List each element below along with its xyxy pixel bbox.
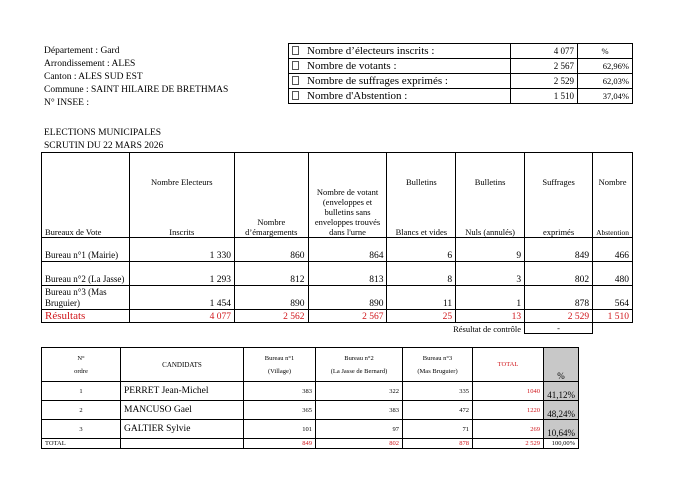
election-title: ELECTIONS MUNICIPALES (44, 128, 162, 138)
election-title-block (44, 127, 163, 153)
table-row: Bureau n°2 (La Jasse) 1 293 812 813 8 3 802 480 (42, 262, 633, 286)
results-total-label: Résultats (42, 310, 130, 323)
table-row: Bureau n°1 (Mairie) 1 330 860 864 6 9 849 466 (42, 238, 633, 262)
bureau-name: Bureau n°1 (Mairie) (42, 238, 130, 262)
col-blancs: Bulletins Blancs et vides (387, 153, 456, 238)
col-bureaux: Bureaux de Vote (42, 153, 130, 238)
candidate-name: PERRET Jean-Michel (121, 382, 244, 401)
col-b1: Bureau n°1 (Village) (244, 348, 316, 382)
stats-label: Nombre d’électeurs inscrits : (307, 45, 435, 57)
departement: Département : Gard (44, 46, 120, 56)
controle-row (42, 323, 633, 334)
table-row: 1 PERRET Jean-Michel 383 322 335 1040 41,12% (42, 382, 579, 401)
col-abstention: Nombre Abstention (593, 153, 633, 238)
stats-pct: 62,03% (578, 74, 633, 89)
stats-pct: 37,04% (578, 89, 633, 104)
checkbox-icon (292, 76, 299, 85)
bureau-name: Bureau n°2 (La Jasse) (42, 262, 130, 286)
bureau-name: Bureau n°3 (Mas Bruguier) (42, 286, 130, 310)
stats-value: 1 510 (511, 89, 578, 104)
results-header-row (42, 153, 633, 238)
stats-pct: 62,96% (578, 59, 633, 74)
checkbox-icon (292, 46, 299, 55)
stats-label: Nombre de suffrages exprimés : (307, 75, 448, 87)
col-inscrits: Nombre Electeurs Inscrits (129, 153, 234, 238)
stats-row (289, 74, 633, 89)
col-emargements: Nombre d’émargements (235, 153, 309, 238)
canton: Canton : ALES SUD EST (44, 72, 143, 82)
candidates-header-row (42, 348, 579, 382)
stats-value: 2 529 (511, 74, 578, 89)
stats-label: Nombre de votants : (307, 60, 397, 72)
col-b2: Bureau n°2 (La Jasse de Bernard) (316, 348, 403, 382)
stats-row (289, 59, 633, 74)
stats-row (289, 44, 633, 59)
header-info (44, 45, 228, 110)
stats-row (289, 89, 633, 104)
checkbox-icon (292, 91, 299, 100)
insee: N° INSEE : (44, 98, 89, 108)
col-nuls: Bulletins Nuls (annulés) (456, 153, 525, 238)
stats-table (288, 43, 633, 104)
results-table (41, 152, 633, 334)
col-candidats: CANDIDATS (121, 348, 244, 382)
col-b3: Bureau n°3 (Mas Bruguier) (403, 348, 473, 382)
col-exprimes: Suffrages exprimés (525, 153, 593, 238)
controle-label: Résultat de contrôle (453, 323, 522, 334)
results-total-row: Résultats 4 077 2 562 2 567 25 13 2 529 1 510 (42, 310, 633, 323)
arrondissement: Arrondissement : ALES (44, 59, 136, 69)
col-total: TOTAL (473, 348, 544, 382)
stats-label: Nombre d'Abstention : (307, 90, 408, 102)
table-row: 3 GALTIER Sylvie 101 97 71 269 10,64% (42, 420, 579, 439)
controle-value: - (525, 323, 593, 334)
col-votants: Nombre de votant (enveloppes et bulletins sans enveloppes trouvés dans l'urne (308, 153, 387, 238)
stats-value: 4 077 (511, 44, 578, 59)
table-row: 2 MANCUSO Gael 365 383 472 1220 48,24% (42, 401, 579, 420)
table-row: Bureau n°3 (Mas Bruguier) 1 454 890 890 11 1 878 564 (42, 286, 633, 310)
commune: Commune : SAINT HILAIRE DE BRETHMAS (44, 85, 229, 95)
col-pct: % (544, 348, 579, 382)
candidates-total-row: TOTAL 849 802 878 2 529 100,00% (42, 439, 579, 449)
election-date: SCRUTIN DU 22 MARS 2026 (44, 141, 164, 151)
checkbox-icon (292, 61, 299, 70)
candidates-table (41, 347, 579, 449)
col-no: N° ordre (42, 348, 121, 382)
stats-value: 2 567 (511, 59, 578, 74)
candidate-name: GALTIER Sylvie (121, 420, 244, 439)
candidate-name: MANCUSO Gael (121, 401, 244, 420)
stats-pct-header: % (578, 44, 633, 59)
